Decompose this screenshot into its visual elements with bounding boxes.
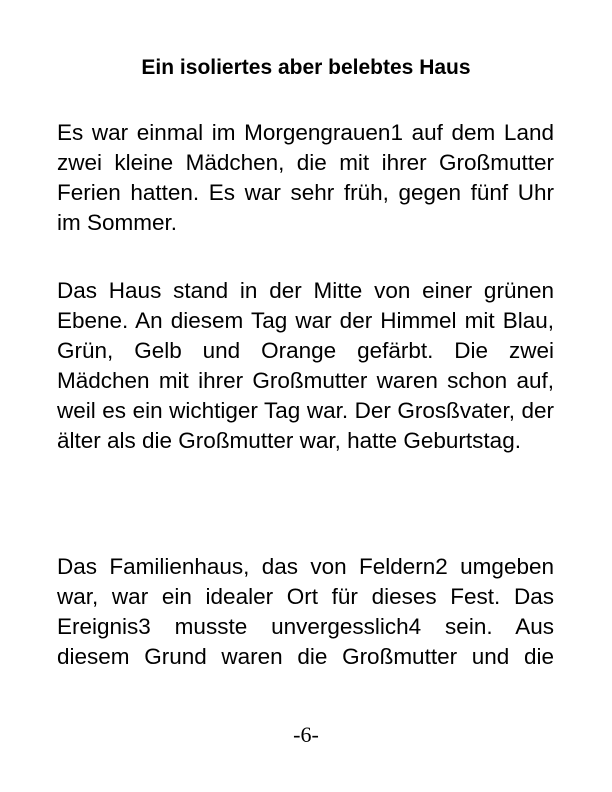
paragraph-1: Es war einmal im Morgengrauen1 auf dem Land zwei kleine Mädchen, die mit ihrer Großmutter Ferien hatten. Es war sehr früh, gegen fünf Uhr im Sommer. <box>57 120 554 235</box>
page-title: Ein isoliertes aber belebtes Haus <box>141 56 471 79</box>
page-number: -6- <box>293 722 319 747</box>
paragraph-2: Das Haus stand in der Mitte von einer grünen Ebene. An diesem Tag war der Himmel mit Blau, Grün, Gelb und Orange gefärbt. Die zwei Mädchen mit ihrer Großmutter waren schon auf, weil es ein wichtiger Tag war. Der Grosßvater, der älter als die Großmutter war, hatte Geburtstag. <box>57 278 554 453</box>
paragraph-3: Das Familienhaus, das von Feldern2 umgeben war, war ein idealer Ort für dieses Fest. Das Ereignis3 musste unvergesslich4 sein. Aus diesem Grund waren die Großmutter und die <box>57 554 554 669</box>
